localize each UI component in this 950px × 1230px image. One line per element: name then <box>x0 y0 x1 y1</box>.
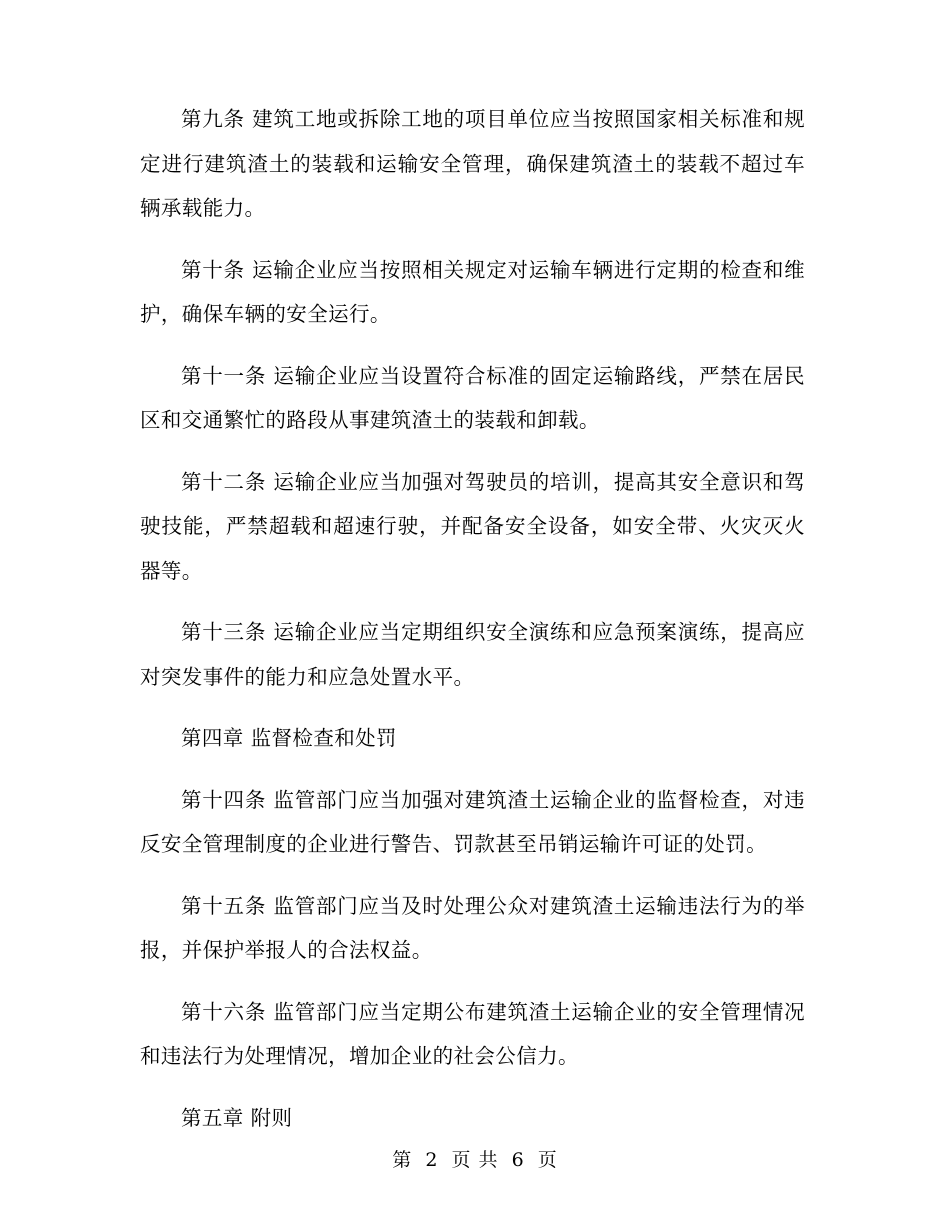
total-page-count: 6 <box>511 1149 525 1171</box>
page-number-suffix: 页 <box>537 1149 558 1171</box>
article-10-paragraph: 第十条 运输企业应当按照相关规定对运输车辆进行定期的检查和维护，确保车辆的安全运行。 <box>140 257 805 326</box>
document-body <box>140 97 805 1157</box>
article-14-paragraph: 第十四条 监管部门应当加强对建筑渣土运输企业的监督检查，对违反安全管理制度的企业进行警告、罚款甚至吊销运输许可证的处罚。 <box>140 787 805 856</box>
article-9-paragraph: 第九条 建筑工地或拆除工地的项目单位应当按照国家相关标准和规定进行建筑渣土的装载和运输安全管理，确保建筑渣土的装载不超过车辆承载能力。 <box>140 107 805 220</box>
article-15-paragraph: 第十五条 监管部门应当及时处理公众对建筑渣土运输违法行为的举报，并保护举报人的合法权益。 <box>140 893 805 962</box>
chapter-5-heading: 第五章 附则 <box>181 1105 293 1130</box>
page-number-middle: 页 共 <box>451 1149 499 1171</box>
page-number-prefix: 第 <box>392 1149 413 1171</box>
page-footer <box>0 1145 950 1175</box>
article-16-paragraph: 第十六条 监管部门应当定期公布建筑渣土运输企业的安全管理情况和违法行为处理情况，增加企业的社会公信力。 <box>140 999 805 1068</box>
current-page-number: 2 <box>425 1149 439 1171</box>
article-12-paragraph: 第十二条 运输企业应当加强对驾驶员的培训，提高其安全意识和驾驶技能，严禁超载和超速行驶，并配备安全设备，如安全带、火灾灭火器等。 <box>140 469 805 583</box>
article-13-paragraph: 第十三条 运输企业应当定期组织安全演练和应急预案演练，提高应对突发事件的能力和应急处置水平。 <box>140 620 805 689</box>
chapter-4-heading: 第四章 监督检查和处罚 <box>181 726 397 750</box>
article-11-paragraph: 第十一条 运输企业应当设置符合标准的固定运输路线，严禁在居民区和交通繁忙的路段从事建筑渣土的装载和卸载。 <box>140 363 805 432</box>
